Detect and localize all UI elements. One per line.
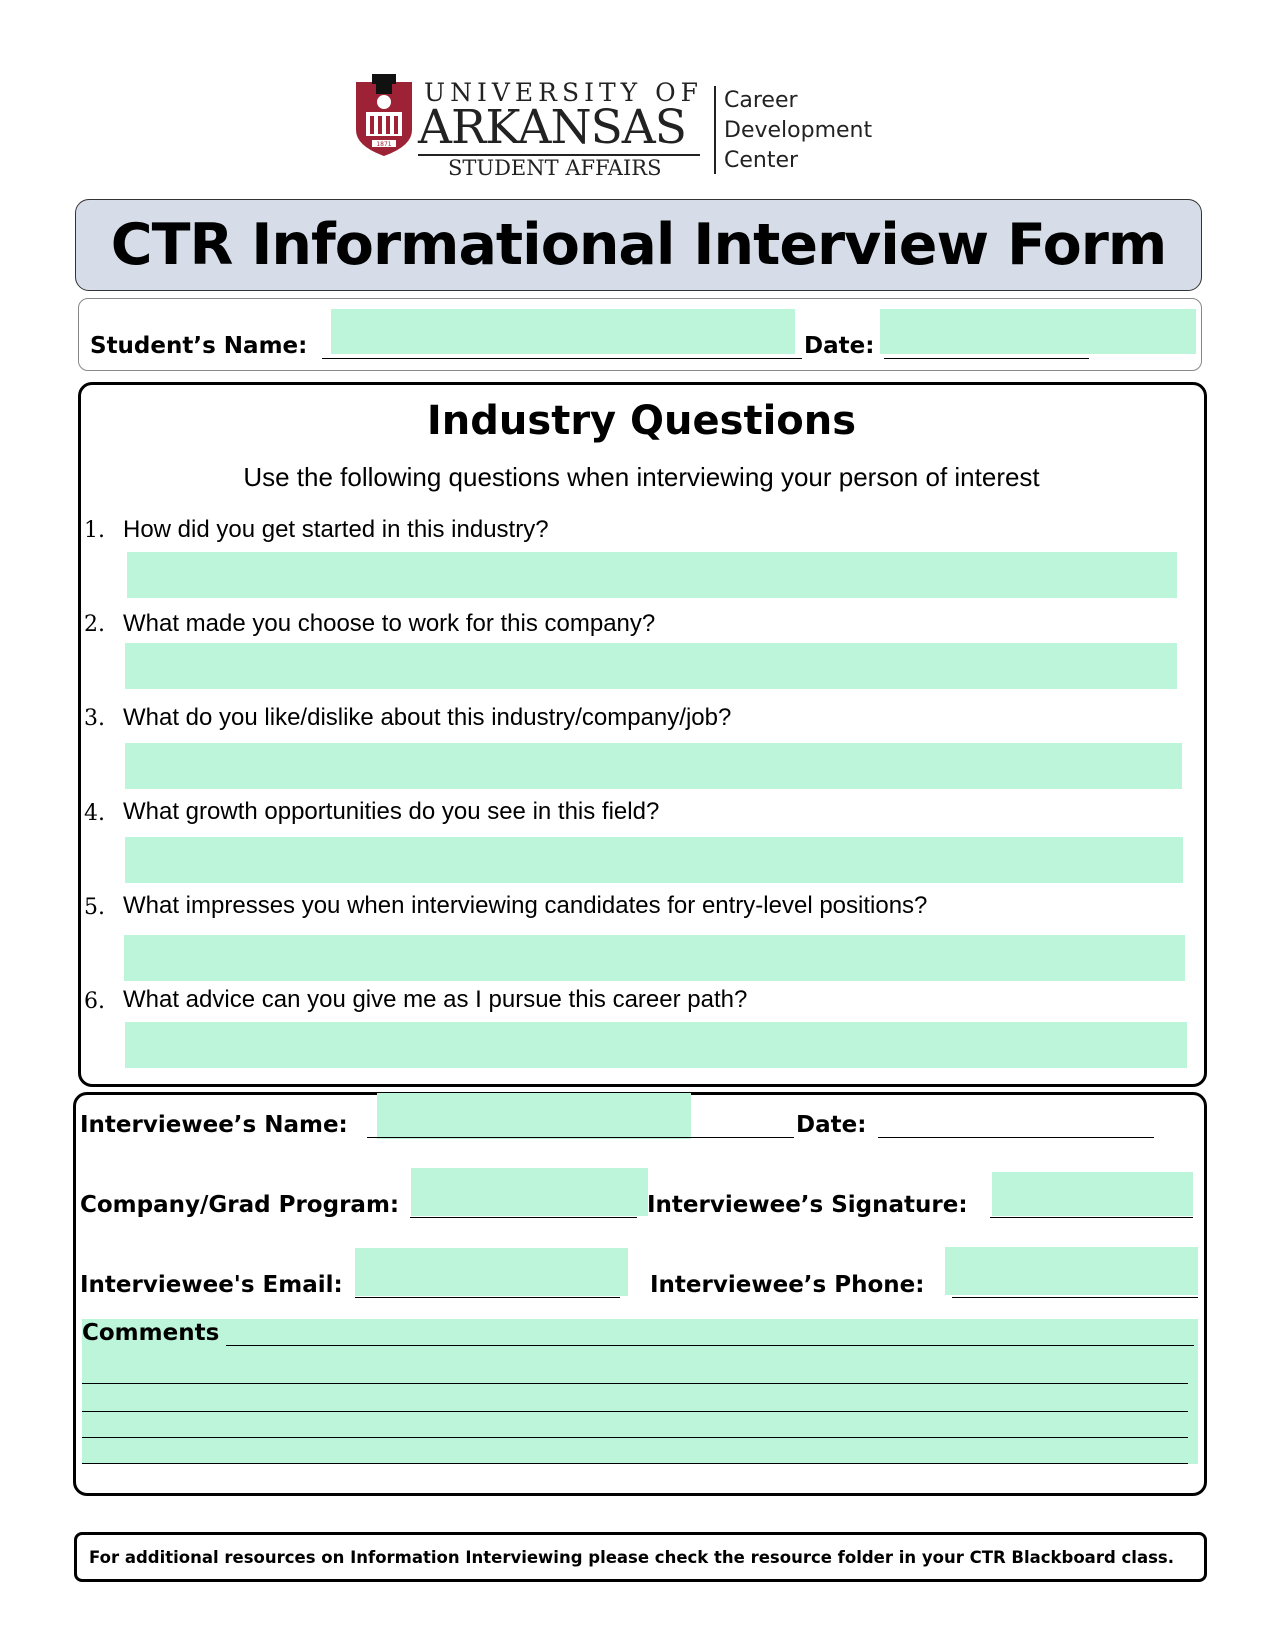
question-1-number: 1. [84, 518, 105, 543]
logo-arkansas: ARKANSAS [418, 100, 686, 155]
comments-field[interactable] [82, 1319, 1198, 1464]
question-2-number: 2. [84, 612, 105, 637]
interviewee-email-label: Interviewee's Email: [80, 1272, 343, 1298]
interviewee-date-label: Date: [796, 1112, 867, 1138]
interviewee-signature-line [990, 1217, 1193, 1218]
question-2-answer-field[interactable] [125, 643, 1177, 689]
interviewee-signature-field[interactable] [992, 1172, 1193, 1216]
student-name-line [322, 358, 802, 359]
student-date-line [884, 358, 1089, 359]
question-6-answer-field[interactable] [125, 1022, 1187, 1068]
company-line [410, 1217, 637, 1218]
student-date-label: Date: [804, 333, 875, 359]
logo-university-of: UNIVERSITY OF [424, 78, 703, 107]
university-seal-icon [352, 72, 416, 156]
comments-line-3 [82, 1411, 1188, 1412]
student-date-field[interactable] [880, 309, 1196, 354]
comments-line-2 [82, 1383, 1188, 1384]
interviewee-date-line [878, 1137, 1154, 1138]
logo-divider [714, 86, 716, 174]
question-5-number: 5. [84, 895, 105, 920]
logo-student-affairs: STUDENT AFFAIRS [448, 156, 662, 180]
university-logo [352, 72, 912, 182]
industry-heading: Industry Questions [426, 398, 857, 444]
question-2-text: What made you choose to work for this company? [123, 610, 656, 637]
footer-text: For additional resources on Information Interviewing please check the resource folder in your CTR Blackboard class. [89, 1548, 1174, 1567]
footer-box [74, 1532, 1207, 1582]
question-6-text: What advice can you give me as I pursue this career path? [123, 986, 748, 1013]
interviewee-email-field[interactable] [355, 1248, 628, 1296]
dept-line-1: Career [724, 88, 798, 113]
question-4-text: What growth opportunities do you see in this field? [123, 798, 660, 825]
comments-line-4 [82, 1437, 1188, 1438]
interviewee-phone-line [952, 1297, 1198, 1298]
dept-line-2: Development [724, 118, 873, 143]
question-4-answer-field[interactable] [125, 837, 1183, 883]
question-1-answer-field[interactable] [127, 552, 1177, 598]
question-3-text: What do you like/dislike about this industry/company/job? [123, 704, 732, 731]
company-field[interactable] [411, 1168, 648, 1216]
student-name-field[interactable] [331, 309, 795, 354]
interviewee-phone-label: Interviewee’s Phone: [650, 1272, 925, 1298]
comments-line-1 [226, 1345, 1194, 1346]
question-5-answer-field[interactable] [124, 935, 1185, 981]
student-name-label: Student’s Name: [90, 333, 308, 359]
question-5-text: What impresses you when interviewing candidates for entry-level positions? [123, 892, 928, 919]
seal-year: 1871 [376, 141, 392, 148]
industry-instructions: Use the following questions when interviewing your person of interest [243, 462, 1040, 492]
question-6-number: 6. [84, 989, 105, 1014]
question-3-number: 3. [84, 706, 105, 731]
comments-label: Comments [82, 1320, 220, 1346]
question-3-answer-field[interactable] [125, 743, 1182, 789]
comments-line-5 [82, 1463, 1188, 1464]
question-4-number: 4. [84, 801, 105, 826]
company-label: Company/Grad Program: [80, 1192, 400, 1218]
interviewee-phone-field[interactable] [945, 1247, 1198, 1295]
interviewee-name-label: Interviewee’s Name: [80, 1112, 348, 1138]
interviewee-name-line [367, 1137, 794, 1138]
interviewee-name-field[interactable] [377, 1093, 691, 1139]
dept-line-3: Center [724, 148, 799, 173]
title-band [75, 199, 1202, 291]
page-title: CTR Informational Interview Form [110, 212, 1167, 278]
interviewee-signature-label: Interviewee’s Signature: [647, 1192, 968, 1218]
question-1-text: How did you get started in this industry? [123, 516, 549, 543]
interviewee-email-line [355, 1297, 620, 1298]
